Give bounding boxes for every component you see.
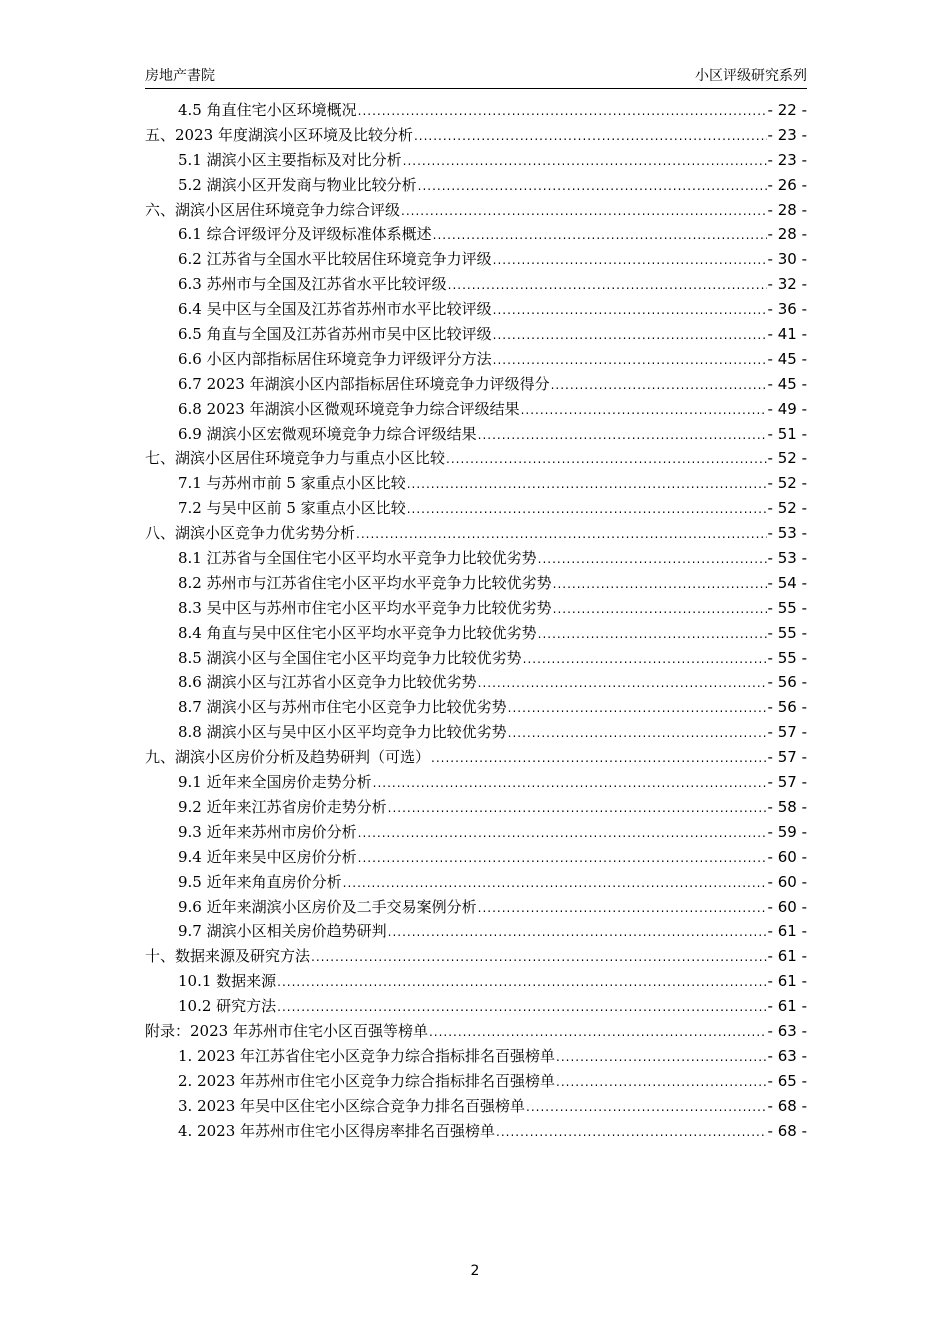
toc-leader-dots [478, 901, 767, 915]
toc-entry-title: 八、湖滨小区竞争力优劣势分析 [145, 524, 356, 543]
page-header [145, 64, 807, 89]
toc-entry-title: 6.3 苏州市与全国及江苏省水平比较评级 [178, 275, 447, 294]
toc-section-entry[interactable] [145, 298, 807, 323]
toc-entry-page: - 54 - [767, 573, 807, 592]
toc-entry-page: - 26 - [767, 175, 807, 194]
toc-entry-title: 9.4 近年来吴中区房价分析 [178, 847, 357, 866]
toc-entry-title: 4.5 角直住宅小区环境概况 [178, 101, 357, 119]
toc-entry-page: - 52 - [767, 474, 807, 493]
toc-section-entry[interactable] [145, 896, 807, 921]
toc-leader-dots [496, 1125, 767, 1139]
toc-entry-page: - 63 - [767, 1021, 807, 1040]
toc-entry-title: 4. 2023 年苏州市住宅小区得房率排名百强榜单 [178, 1121, 496, 1140]
toc-entry-title: 十、数据来源及研究方法 [145, 947, 311, 966]
toc-entry-page: - 55 - [767, 598, 807, 617]
toc-section-entry[interactable] [145, 273, 807, 298]
toc-leader-dots [508, 701, 767, 715]
toc-leader-dots [407, 502, 767, 516]
toc-section-entry[interactable] [145, 970, 807, 995]
toc-leader-dots [418, 179, 767, 193]
toc-chapter-entry[interactable] [145, 199, 807, 224]
toc-leader-dots [446, 452, 767, 466]
toc-leader-dots [431, 751, 767, 765]
toc-entry-page: - 68 - [767, 1096, 807, 1115]
toc-entry-page: - 57 - [767, 723, 807, 742]
toc-entry-title: 3. 2023 年吴中区住宅小区综合竞争力排名百强榜单 [178, 1096, 526, 1115]
toc-leader-dots [523, 652, 767, 666]
toc-entry-page: - 53 - [767, 524, 807, 543]
toc-leader-dots [373, 776, 767, 790]
toc-entry-page: - 61 - [767, 997, 807, 1016]
toc-entry-title: 9.5 近年来角直房价分析 [178, 872, 342, 891]
toc-entry-page: - 28 - [767, 225, 807, 244]
toc-section-entry[interactable] [145, 846, 807, 871]
toc-entry-page: - 58 - [767, 797, 807, 816]
toc-section-entry[interactable] [145, 174, 807, 199]
toc-entry-page: - 23 - [767, 125, 807, 144]
toc-leader-dots [429, 1025, 767, 1039]
toc-leader-dots [407, 477, 767, 491]
toc-entry-title: 6.9 湖滨小区宏微观环境竞争力综合评级结果 [178, 424, 477, 443]
toc-entry-page: - 22 - [767, 101, 807, 119]
toc-leader-dots [538, 627, 767, 641]
toc-section-entry[interactable] [145, 497, 807, 522]
toc-entry-page: - 36 - [767, 300, 807, 319]
toc-section-entry[interactable] [145, 647, 807, 672]
toc-entry-page: - 61 - [767, 922, 807, 941]
toc-leader-dots [358, 851, 767, 865]
toc-entry-title: 九、湖滨小区房价分析及趋势研判（可选） [145, 748, 431, 767]
toc-entry-title: 10.2 研究方法 [178, 997, 277, 1016]
toc-entry-page: - 56 - [767, 698, 807, 717]
toc-entry-page: - 60 - [767, 897, 807, 916]
header-right-title: 小区评级研究系列 [695, 68, 807, 84]
toc-section-entry[interactable] [145, 821, 807, 846]
toc-entry-title: 7.1 与苏州市前 5 家重点小区比较 [178, 474, 406, 493]
toc-section-entry[interactable] [145, 398, 807, 423]
toc-entry-page: - 45 - [767, 349, 807, 368]
toc-chapter-entry[interactable] [145, 124, 807, 149]
toc-section-entry[interactable] [145, 149, 807, 174]
toc-section-entry[interactable] [145, 920, 807, 945]
toc-section-entry[interactable] [145, 1095, 807, 1120]
toc-entry-title: 8.3 吴中区与苏州市住宅小区平均水平竞争力比较优劣势 [178, 598, 552, 617]
toc-entry-title: 6.7 2023 年湖滨小区内部指标居住环境竞争力评级得分 [178, 374, 550, 393]
toc-entry-title: 9.7 湖滨小区相关房价趋势研判 [178, 922, 387, 941]
toc-leader-dots [508, 726, 767, 740]
toc-entry-title: 2. 2023 年苏州市住宅小区竞争力综合指标排名百强榜单 [178, 1071, 556, 1090]
toc-section-entry[interactable] [145, 671, 807, 696]
toc-leader-dots [448, 278, 767, 292]
toc-entry-title: 5.1 湖滨小区主要指标及对比分析 [178, 150, 402, 169]
toc-leader-dots [551, 378, 767, 392]
table-of-contents [145, 99, 807, 1144]
toc-section-entry[interactable] [145, 721, 807, 746]
toc-entry-title: 六、湖滨小区居住环境竞争力综合评级 [145, 200, 401, 219]
toc-entry-title: 7.2 与吴中区前 5 家重点小区比较 [178, 499, 406, 518]
toc-entry-page: - 59 - [767, 822, 807, 841]
toc-section-entry[interactable] [145, 547, 807, 572]
toc-entry-page: - 68 - [767, 1121, 807, 1140]
toc-entry-title: 5.2 湖滨小区开发商与物业比较分析 [178, 175, 417, 194]
toc-entry-title: 9.1 近年来全国房价走势分析 [178, 773, 372, 792]
toc-entry-title: 9.6 近年来湖滨小区房价及二手交易案例分析 [178, 897, 477, 916]
toc-entry-title: 1. 2023 年江苏省住宅小区竞争力综合指标排名百强榜单 [178, 1046, 556, 1065]
toc-entry-title: 五、2023 年度湖滨小区环境及比较分析 [145, 125, 413, 144]
toc-entry-page: - 56 - [767, 673, 807, 692]
toc-entry-page: - 41 - [767, 325, 807, 344]
toc-leader-dots [401, 204, 767, 218]
toc-leader-dots [478, 676, 767, 690]
toc-entry-page: - 51 - [767, 424, 807, 443]
toc-leader-dots [521, 403, 767, 417]
toc-leader-dots [556, 1075, 767, 1089]
toc-entry-title: 6.6 小区内部指标居住环境竞争力评级评分方法 [178, 349, 492, 368]
toc-entry-page: - 53 - [767, 549, 807, 568]
toc-section-entry[interactable] [145, 871, 807, 896]
toc-leader-dots [358, 826, 767, 840]
toc-entry-page: - 30 - [767, 250, 807, 269]
toc-entry-page: - 52 - [767, 449, 807, 468]
toc-section-entry[interactable] [145, 472, 807, 497]
toc-chapter-entry[interactable] [145, 1020, 807, 1045]
toc-entry-title: 6.1 综合评级评分及评级标准体系概述 [178, 225, 432, 244]
toc-entry-title: 9.2 近年来江苏省房价走势分析 [178, 797, 387, 816]
toc-section-entry[interactable] [145, 771, 807, 796]
toc-entry-page: - 63 - [767, 1046, 807, 1065]
toc-entry-page: - 61 - [767, 947, 807, 966]
toc-entry-title: 8.2 苏州市与江苏省住宅小区平均水平竞争力比较优劣势 [178, 573, 552, 592]
toc-section-entry[interactable] [145, 223, 807, 248]
toc-section-entry[interactable] [145, 373, 807, 398]
toc-entry-title: 6.4 吴中区与全国及江苏省苏州市水平比较评级 [178, 300, 492, 319]
toc-entry-title: 9.3 近年来苏州市房价分析 [178, 822, 357, 841]
toc-leader-dots [478, 428, 767, 442]
toc-leader-dots [277, 1000, 766, 1014]
toc-leader-dots [553, 577, 767, 591]
toc-entry-title: 6.8 2023 年湖滨小区微观环境竞争力综合评级结果 [178, 399, 520, 418]
toc-leader-dots [403, 154, 767, 168]
toc-entry-title: 10.1 数据来源 [178, 972, 277, 991]
toc-leader-dots [388, 925, 767, 939]
toc-entry-page: - 45 - [767, 374, 807, 393]
toc-leader-dots [433, 228, 767, 242]
toc-entry-title: 8.8 湖滨小区与吴中区小区平均竞争力比较优劣势 [178, 723, 507, 742]
toc-entry-page: - 60 - [767, 847, 807, 866]
toc-entry-title: 七、湖滨小区居住环境竞争力与重点小区比较 [145, 449, 446, 468]
toc-leader-dots [493, 353, 767, 367]
toc-chapter-entry[interactable] [145, 746, 807, 771]
toc-section-entry[interactable] [145, 248, 807, 273]
toc-section-entry[interactable] [145, 348, 807, 373]
toc-leader-dots [388, 801, 767, 815]
toc-section-entry[interactable] [145, 423, 807, 448]
toc-section-entry[interactable] [145, 99, 807, 124]
toc-entry-page: - 52 - [767, 499, 807, 518]
toc-leader-dots [493, 303, 767, 317]
toc-leader-dots [356, 527, 767, 541]
toc-entry-title: 8.6 湖滨小区与江苏省小区竞争力比较优劣势 [178, 673, 477, 692]
toc-entry-page: - 65 - [767, 1071, 807, 1090]
toc-section-entry[interactable] [145, 572, 807, 597]
toc-leader-dots [538, 552, 767, 566]
toc-entry-page: - 61 - [767, 972, 807, 991]
toc-entry-page: - 57 - [767, 748, 807, 767]
toc-entry-page: - 55 - [767, 623, 807, 642]
toc-section-entry[interactable] [145, 796, 807, 821]
toc-section-entry[interactable] [145, 1120, 807, 1145]
toc-leader-dots [358, 104, 767, 118]
toc-entry-page: - 55 - [767, 648, 807, 667]
toc-entry-page: - 49 - [767, 399, 807, 418]
toc-leader-dots [493, 253, 767, 267]
toc-entry-title: 附录：2023 年苏州市住宅小区百强等榜单 [145, 1021, 428, 1040]
toc-section-entry[interactable] [145, 696, 807, 721]
toc-entry-page: - 23 - [767, 150, 807, 169]
toc-chapter-entry[interactable] [145, 522, 807, 547]
toc-section-entry[interactable] [145, 622, 807, 647]
toc-leader-dots [343, 876, 767, 890]
toc-entry-page: - 28 - [767, 200, 807, 219]
toc-leader-dots [414, 129, 767, 143]
toc-entry-title: 8.7 湖滨小区与苏州市住宅小区竞争力比较优劣势 [178, 698, 507, 717]
header-left-title: 房地产書院 [145, 68, 215, 84]
toc-chapter-entry[interactable] [145, 447, 807, 472]
toc-entry-page: - 32 - [767, 275, 807, 294]
toc-section-entry[interactable] [145, 995, 807, 1020]
toc-entry-title: 8.5 湖滨小区与全国住宅小区平均竞争力比较优劣势 [178, 648, 522, 667]
toc-leader-dots [277, 975, 766, 989]
toc-entry-title: 8.1 江苏省与全国住宅小区平均水平竞争力比较优劣势 [178, 549, 537, 568]
toc-entry-page: - 60 - [767, 872, 807, 891]
toc-leader-dots [311, 950, 767, 964]
toc-leader-dots [526, 1100, 767, 1114]
page-number: 2 [470, 1263, 480, 1279]
toc-section-entry[interactable] [145, 1070, 807, 1095]
toc-leader-dots [556, 1050, 767, 1064]
toc-leader-dots [493, 328, 767, 342]
toc-entry-title: 6.2 江苏省与全国水平比较居住环境竞争力评级 [178, 250, 492, 269]
toc-entry-title: 6.5 角直与全国及江苏省苏州市吴中区比较评级 [178, 325, 492, 344]
toc-section-entry[interactable] [145, 597, 807, 622]
toc-section-entry[interactable] [145, 323, 807, 348]
toc-leader-dots [553, 602, 767, 616]
toc-chapter-entry[interactable] [145, 945, 807, 970]
toc-entry-page: - 57 - [767, 773, 807, 792]
toc-section-entry[interactable] [145, 1045, 807, 1070]
toc-entry-title: 8.4 角直与吴中区住宅小区平均水平竞争力比较优劣势 [178, 623, 537, 642]
